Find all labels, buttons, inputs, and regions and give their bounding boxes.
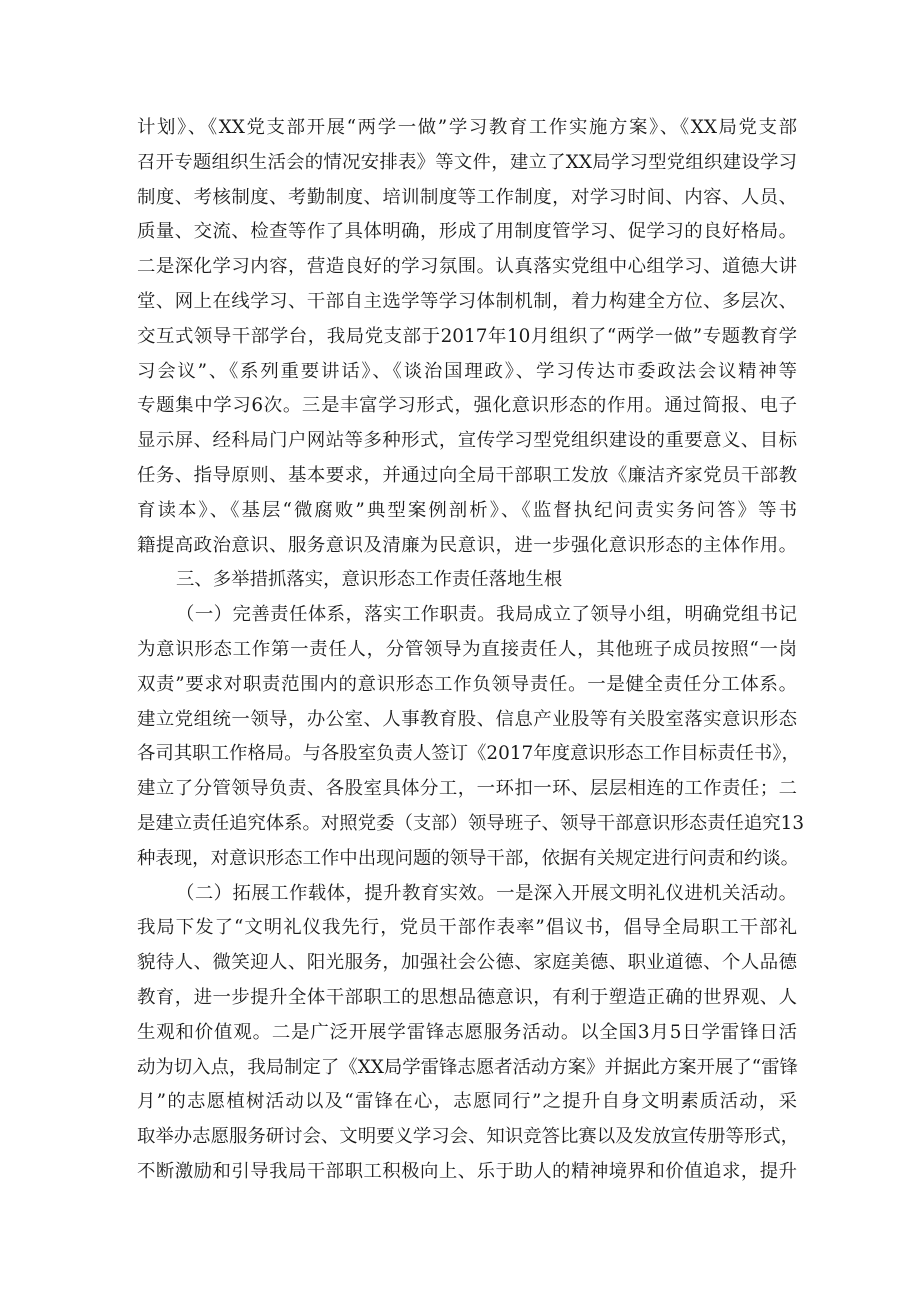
text-line: 二是深化学习内容，营造良好的学习氛围。认真落实党组中心组学习、道德大讲 xyxy=(137,256,797,278)
text-line: 质量、交流、检查等作了具体明确，形成了用制度管学习、促学习的良好格局。 xyxy=(137,221,797,243)
text-line: 双责”要求对职责范围内的意识形态工作负领导责任。一是健全责任分工体系。 xyxy=(137,673,797,695)
text-line: 貌待人、微笑迎人、阳光服务，加强社会公德、家庭美德、职业道德、个人品德 xyxy=(137,952,797,974)
text-line: （二）拓展工作载体，提升教育实效。一是深入开展文明礼仪进机关活动。 xyxy=(176,882,797,904)
text-line: 专题集中学习6次。三是丰富学习形式，强化意识形态的作用。通过简报、电子 xyxy=(137,395,797,417)
text-line: 习会议”、《系列重要讲话》、《谈治国理政》、学习传达市委政法会议精神等 xyxy=(137,360,797,382)
text-line: 种表现，对意识形态工作中出现问题的领导干部，依据有关规定进行问责和约谈。 xyxy=(137,847,800,869)
text-line: 任务、指导原则、基本要求，并通过向全局干部职工发放《廉洁齐家党员干部教 xyxy=(137,464,797,486)
text-line: 生观和价值观。二是广泛开展学雷锋志愿服务活动。以全国3月5日学雷锋日活 xyxy=(137,1021,797,1043)
text-line: 计划》、《XX党支部开展“两学一做”学习教育工作实施方案》、《XX局党支部 xyxy=(137,117,797,138)
text-line: 不断激励和引导我局干部职工积极向上、乐于助人的精神境界和价值追求，提升 xyxy=(137,1160,797,1182)
text-line: 育读本》、《基层“微腐败”典型案例剖析》、《监督执纪问责实务问答》等书 xyxy=(137,499,797,521)
text-line: 为意识形态工作第一责任人，分管领导为直接责任人，其他班子成员按照“一岗 xyxy=(137,638,797,660)
text-line: 我局下发了“文明礼仪我先行，党员干部作表率”倡议书，倡导全局职工干部礼 xyxy=(137,917,797,939)
text-line: （一）完善责任体系，落实工作职责。我局成立了领导小组，明确党组书记 xyxy=(176,604,797,626)
text-line: 取举办志愿服务研讨会、文明要义学习会、知识竞答比赛以及发放宣传册等形式， xyxy=(137,1126,800,1148)
text-line: 月”的志愿植树活动以及“雷锋在心，志愿同行”之提升自身文明素质活动，采 xyxy=(137,1091,797,1113)
text-line: 籍提高政治意识、服务意识及清廉为民意识，进一步强化意识形态的主体作用。 xyxy=(137,534,797,556)
text-line: 是建立责任追究体系。对照党委（支部）领导班子、领导干部意识形态责任追究13 xyxy=(137,812,805,834)
text-line: 动为切入点，我局制定了《XX局学雷锋志愿者活动方案》并据此方案开展了“雷锋 xyxy=(137,1056,798,1078)
text-line: 建立了分管领导负责、各股室具体分工，一环扣一环、层层相连的工作责任；二 xyxy=(137,778,797,800)
section-heading: 三、多举措抓落实，意识形态工作责任落地生根 xyxy=(176,569,563,591)
text-line: 教育，进一步提升全体干部职工的思想品德意识，有利于塑造正确的世界观、人 xyxy=(137,986,797,1008)
text-line: 显示屏、经科局门户网站等多种形式，宣传学习型党组织建设的重要意义、目标 xyxy=(137,430,797,452)
text-line: 各司其职工作格局。与各股室负责人签订《2017年度意识形态工作目标责任书》， xyxy=(137,743,800,765)
text-line: 堂、网上在线学习、干部自主选学等学习体制机制，着力构建全方位、多层次、 xyxy=(137,290,797,312)
text-line: 建立党组统一领导，办公室、人事教育股、信息产业股等有关股室落实意识形态 xyxy=(137,708,797,730)
document-body xyxy=(137,111,805,1190)
text-line: 召开专题组织生活会的情况安排表》等文件，建立了XX局学习型党组织建设学习 xyxy=(137,151,797,173)
text-line: 交互式领导干部学台，我局党支部于2017年10月组织了“两学一做”专题教育学 xyxy=(137,325,797,347)
text-line: 制度、考核制度、考勤制度、培训制度等工作制度，对学习时间、内容、人员、 xyxy=(137,186,797,208)
